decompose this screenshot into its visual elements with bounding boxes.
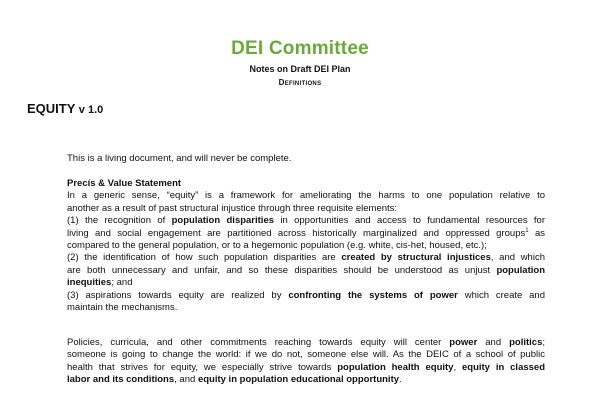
living-document-note: This is a living document, and will never be complete. — [67, 153, 292, 164]
emphasized-term: equity in classed — [461, 361, 546, 373]
precis-line — [67, 190, 545, 202]
precis-line — [67, 265, 545, 277]
text-run: living and social engagement are partitioned across historically marginalized and oppressed groups — [67, 227, 526, 239]
precis-line — [67, 252, 545, 264]
text-run: health that strives for equity, we especially strive towards — [67, 361, 338, 373]
precis-line — [67, 290, 545, 302]
text-run: (3) aspirations towards equity are realized by — [67, 289, 289, 301]
precis-line — [67, 215, 545, 227]
emphasized-term: created by structural injustices — [341, 252, 491, 264]
text-run: , and which — [490, 252, 545, 264]
precis-line — [67, 277, 545, 289]
policies-line — [67, 349, 545, 361]
text-run: Policies, curricula, and other commitments reaching towards equity will center — [67, 337, 450, 348]
text-run: someone is going to change the world: if we do not, someone else will. As the DEIC of a school of public — [67, 349, 545, 361]
precis-heading: Precís & Value Statement — [67, 178, 182, 189]
emphasized-term: equity in population educational opportunity — [197, 374, 400, 386]
policies-paragraph — [67, 337, 545, 387]
precis-line — [67, 302, 545, 314]
document-title: EQUITY — [27, 101, 76, 116]
text-run: ; — [542, 337, 545, 348]
emphasized-term: politics — [509, 337, 543, 348]
precis-line — [67, 203, 545, 215]
policies-line — [67, 337, 545, 349]
footnote-marker: 1 — [525, 227, 529, 234]
emphasized-term: population health equity — [337, 361, 454, 373]
precis-line — [67, 228, 545, 240]
section-label: Definitions — [278, 78, 322, 87]
text-run: which create and — [457, 289, 545, 301]
committee-title: DEI Committee — [231, 38, 369, 59]
emphasized-term: population — [496, 264, 545, 276]
text-run: , — [453, 361, 462, 373]
text-run: (1) the recognition of — [67, 215, 172, 227]
text-run: (2) the identification of how such population disparities are — [67, 252, 342, 264]
text-run: . — [399, 374, 402, 386]
text-run: another as a result of past structural injustice through three requisite elements: — [67, 202, 398, 214]
precis-line — [67, 240, 545, 252]
document-version: v 1.0 — [78, 104, 104, 116]
text-run: In a generic sense, “equity” is a framework for ameliorating the harms to one population relative to — [67, 190, 545, 202]
emphasized-term: power — [449, 337, 478, 348]
emphasized-term: labor and its conditions — [67, 374, 175, 386]
emphasized-term: inequities — [67, 277, 112, 289]
text-run: and — [477, 337, 510, 348]
document-subtitle: Notes on Draft DEI Plan — [249, 64, 351, 74]
precis-section — [67, 178, 545, 314]
text-run: are both unnecessary and unfair, and so these disparities should be understood as unjust — [67, 264, 497, 276]
document-heading — [27, 101, 103, 116]
policies-line — [67, 362, 545, 374]
text-run: as — [528, 227, 545, 239]
emphasized-term: population disparities — [171, 215, 275, 227]
text-run: compared to the general population, or to a hegemonic population (e.g. white, cis-het, housed, etc.); — [67, 240, 487, 252]
policies-line — [67, 374, 545, 386]
emphasized-term: confronting the systems of power — [288, 289, 458, 301]
precis-paragraph — [67, 190, 545, 314]
text-run: , and — [174, 374, 198, 386]
text-run: ; and — [111, 277, 133, 289]
text-run: maintain the mechanisms. — [67, 302, 178, 314]
text-run: in opportunities and access to fundamental resources for — [274, 215, 546, 227]
